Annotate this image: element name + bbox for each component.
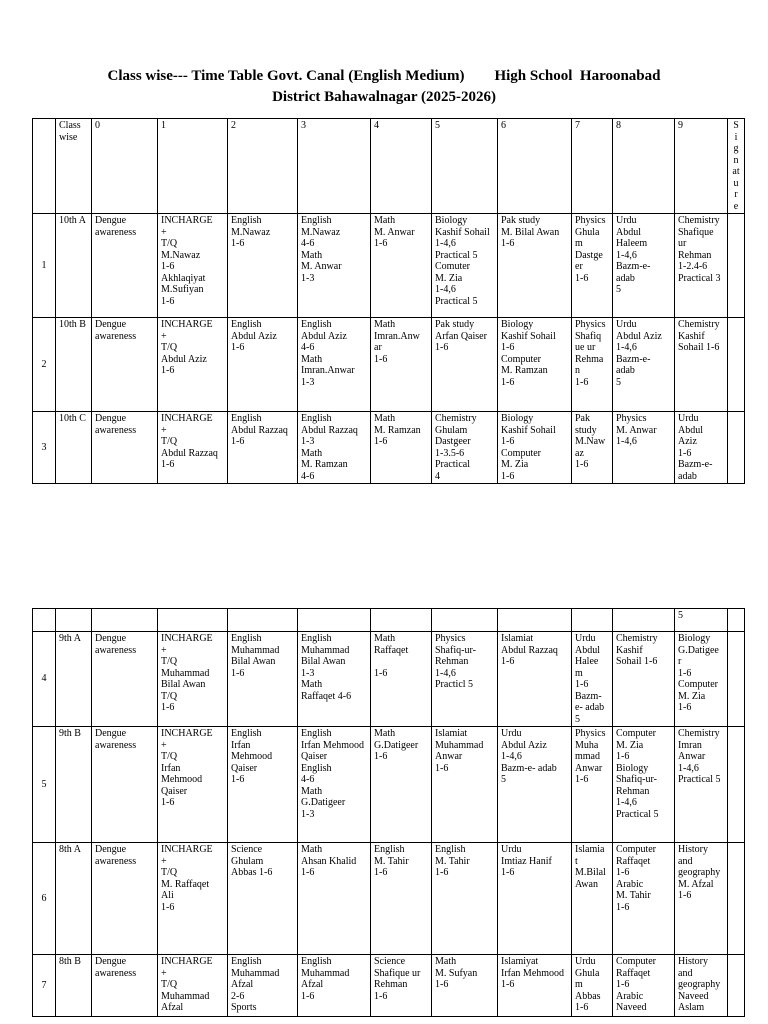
timetable-cell: English Abdul Razzaq 1-6 bbox=[228, 412, 298, 484]
timetable-cell: Chemistry Kashif Sohail 1-6 bbox=[675, 318, 728, 412]
class-name: 9th B bbox=[56, 727, 92, 843]
timetable-table-1 bbox=[32, 118, 745, 484]
period-header: 0 bbox=[92, 119, 158, 214]
timetable-cell: English M.Nawaz 1-6 bbox=[228, 214, 298, 318]
timetable-cell: Chemistry Shafique ur Rehman 1-2.4-6 Practical 3 bbox=[675, 214, 728, 318]
class-name: 9th A bbox=[56, 632, 92, 727]
row-number-header bbox=[33, 119, 56, 214]
table-row bbox=[33, 214, 745, 318]
class-name: 8th B bbox=[56, 955, 92, 1017]
signature-cell bbox=[728, 955, 745, 1017]
row-number: 7 bbox=[33, 955, 56, 1017]
timetable-cell: Urdu Abdul Haleem 1-4,6 Bazm-e- adab 5 bbox=[613, 214, 675, 318]
class-header: Class wise bbox=[56, 119, 92, 214]
timetable-cell: Pak study M. Bilal Awan 1-6 bbox=[498, 214, 572, 318]
timetable-cell: Computer M. Zia 1-6 Biology Shafiq-ur- Rehman 1-4,6 Practical 5 bbox=[613, 727, 675, 843]
timetable-cell: Dengue awareness bbox=[92, 632, 158, 727]
table-cell: 5 bbox=[675, 609, 728, 632]
signature-cell bbox=[728, 632, 745, 727]
timetable-cell: INCHARGE + T/Q Abdul Aziz 1-6 bbox=[158, 318, 228, 412]
timetable-cell: INCHARGE + T/Q Irfan Mehmood Qaiser 1-6 bbox=[158, 727, 228, 843]
continuation-row bbox=[33, 609, 745, 632]
class-name: 10th C bbox=[56, 412, 92, 484]
timetable-cell: Math M. Anwar 1-6 bbox=[371, 214, 432, 318]
timetable-cell: Chemistry Ghulam Dastgeer 1-3.5-6 Practical 4 bbox=[432, 412, 498, 484]
table-cell bbox=[498, 609, 572, 632]
timetable-cell: Math Imran.Anw ar 1-6 bbox=[371, 318, 432, 412]
class-name: 10th B bbox=[56, 318, 92, 412]
timetable-cell: Computer Raffaqet 1-6 Arabic M. Tahir 1-6 bbox=[613, 843, 675, 955]
timetable-cell: English Abdul Razzaq 1-3 Math M. Ramzan 4-6 bbox=[298, 412, 371, 484]
timetable-cell: English M.Nawaz 4-6 Math M. Anwar 1-3 bbox=[298, 214, 371, 318]
timetable-cell: Dengue awareness bbox=[92, 318, 158, 412]
table-row bbox=[33, 632, 745, 727]
timetable-cell: Urdu Imtiaz Hanif 1-6 bbox=[498, 843, 572, 955]
timetable-cell: Urdu Ghula m Abbas 1-6 bbox=[572, 955, 613, 1017]
timetable-cell: Physics M. Anwar 1-4,6 bbox=[613, 412, 675, 484]
timetable-cell: Dengue awareness bbox=[92, 955, 158, 1017]
timetable-cell: Urdu Abdul Aziz 1-4,6 Bazm-e- adab 5 bbox=[613, 318, 675, 412]
timetable-cell: Islamia t M.Bilal Awan bbox=[572, 843, 613, 955]
period-header: 6 bbox=[498, 119, 572, 214]
table-row bbox=[33, 318, 745, 412]
timetable-cell: English Muhammad Bilal Awan 1-6 bbox=[228, 632, 298, 727]
timetable-cell: INCHARGE + T/Q Abdul Razzaq 1-6 bbox=[158, 412, 228, 484]
timetable-cell: English Muhammad Afzal 1-6 bbox=[298, 955, 371, 1017]
period-header: 1 bbox=[158, 119, 228, 214]
period-header: 2 bbox=[228, 119, 298, 214]
timetable-cell: History and geography M. Afzal 1-6 bbox=[675, 843, 728, 955]
table-cell bbox=[56, 609, 92, 632]
table-row bbox=[33, 412, 745, 484]
timetable-cell: Urdu Abdul Halee m 1-6 Bazm- e- adab 5 bbox=[572, 632, 613, 727]
signature-header: S i g n at u r e bbox=[728, 119, 745, 214]
timetable-cell: Physics Shafiq ue ur Rehma n 1-6 bbox=[572, 318, 613, 412]
timetable-cell: Math M. Sufyan 1-6 bbox=[432, 955, 498, 1017]
signature-cell bbox=[728, 843, 745, 955]
timetable-cell: Math Raffaqet 1-6 bbox=[371, 632, 432, 727]
timetable-cell: Chemistry Kashif Sohail 1-6 bbox=[613, 632, 675, 727]
timetable-cell: English Abdul Aziz 4-6 Math Imran.Anwar 1-3 bbox=[298, 318, 371, 412]
timetable-cell: Science Ghulam Abbas 1-6 bbox=[228, 843, 298, 955]
timetable-cell: Islamiat Muhammad Anwar 1-6 bbox=[432, 727, 498, 843]
row-number: 3 bbox=[33, 412, 56, 484]
timetable-cell: English Muhammad Afzal 2-6 Sports bbox=[228, 955, 298, 1017]
table-cell bbox=[432, 609, 498, 632]
table-row bbox=[33, 727, 745, 843]
timetable-cell: English Abdul Aziz 1-6 bbox=[228, 318, 298, 412]
timetable-cell: Biology Kashif Sohail 1-6 Computer M. Ramzan 1-6 bbox=[498, 318, 572, 412]
table-row bbox=[33, 955, 745, 1017]
timetable-cell: Dengue awareness bbox=[92, 214, 158, 318]
timetable-cell: Science Shafique ur Rehman 1-6 bbox=[371, 955, 432, 1017]
period-header: 7 bbox=[572, 119, 613, 214]
timetable-cell: Dengue awareness bbox=[92, 412, 158, 484]
table-cell bbox=[298, 609, 371, 632]
header-row bbox=[33, 119, 745, 214]
timetable-cell: Islamiyat Irfan Mehmood 1-6 bbox=[498, 955, 572, 1017]
signature-cell bbox=[728, 412, 745, 484]
period-header: 3 bbox=[298, 119, 371, 214]
table-cell bbox=[33, 609, 56, 632]
period-header: 8 bbox=[613, 119, 675, 214]
timetable-cell: INCHARGE + T/Q Muhammad Bilal Awan T/Q 1-6 bbox=[158, 632, 228, 727]
table-row bbox=[33, 843, 745, 955]
row-number: 1 bbox=[33, 214, 56, 318]
timetable-cell: Urdu Abdul Aziz 1-6 Bazm-e- adab bbox=[675, 412, 728, 484]
row-number: 6 bbox=[33, 843, 56, 955]
class-name: 8th A bbox=[56, 843, 92, 955]
class-name: 10th A bbox=[56, 214, 92, 318]
timetable-cell: Math G.Datigeer 1-6 bbox=[371, 727, 432, 843]
timetable-cell: Computer Raffaqet 1-6 Arabic Naveed bbox=[613, 955, 675, 1017]
timetable-cell: Math M. Ramzan 1-6 bbox=[371, 412, 432, 484]
signature-cell bbox=[728, 318, 745, 412]
period-header: 9 bbox=[675, 119, 728, 214]
timetable-cell: English M. Tahir 1-6 bbox=[432, 843, 498, 955]
page-subtitle: District Bahawalnagar (2025-2026) bbox=[272, 89, 496, 105]
timetable-cell: Biology Kashif Sohail 1-6 Computer M. Zia 1-6 bbox=[498, 412, 572, 484]
table-cell bbox=[158, 609, 228, 632]
timetable-cell: Physics Muha mmad Anwar 1-6 bbox=[572, 727, 613, 843]
timetable-cell: English Muhammad Bilal Awan 1-3 Math Raffaqet 4-6 bbox=[298, 632, 371, 727]
timetable-cell: Physics Ghula m Dastge er 1-6 bbox=[572, 214, 613, 318]
timetable-cell: Pak study Arfan Qaiser 1-6 bbox=[432, 318, 498, 412]
timetable-cell: Pak study M.Naw az 1-6 bbox=[572, 412, 613, 484]
table-cell bbox=[92, 609, 158, 632]
row-number: 4 bbox=[33, 632, 56, 727]
row-number: 2 bbox=[33, 318, 56, 412]
timetable-table-2 bbox=[32, 608, 745, 1017]
table-cell bbox=[371, 609, 432, 632]
signature-cell bbox=[728, 214, 745, 318]
timetable-cell: Dengue awareness bbox=[92, 727, 158, 843]
table-cell bbox=[572, 609, 613, 632]
timetable-cell: Urdu Abdul Aziz 1-4,6 Bazm-e- adab 5 bbox=[498, 727, 572, 843]
table-cell bbox=[728, 609, 745, 632]
timetable-cell: INCHARGE + T/Q M. Raffaqet Ali 1-6 bbox=[158, 843, 228, 955]
timetable-cell: English Irfan Mehmood Qaiser English 4-6 Math G.Datigeer 1-3 bbox=[298, 727, 371, 843]
table-cell bbox=[613, 609, 675, 632]
timetable-cell: English M. Tahir 1-6 bbox=[371, 843, 432, 955]
row-number: 5 bbox=[33, 727, 56, 843]
timetable-cell: Math Ahsan Khalid 1-6 bbox=[298, 843, 371, 955]
timetable-cell: History and geography Naveed Aslam bbox=[675, 955, 728, 1017]
page-title: Class wise--- Time Table Govt. Canal (English Medium) High School Haroonabad bbox=[107, 68, 661, 84]
timetable-cell: Biology G.Datigee r 1-6 Computer M. Zia 1-6 bbox=[675, 632, 728, 727]
timetable-cell: Biology Kashif Sohail 1-4,6 Practical 5 Comuter M. Zia 1-4,6 Practical 5 bbox=[432, 214, 498, 318]
period-header: 4 bbox=[371, 119, 432, 214]
timetable-cell: Physics Shafiq-ur- Rehman 1-4,6 Practicl 5 bbox=[432, 632, 498, 727]
table-cell bbox=[228, 609, 298, 632]
signature-cell bbox=[728, 727, 745, 843]
timetable-cell: Dengue awareness bbox=[92, 843, 158, 955]
timetable-cell: Chemistry Imran Anwar 1-4,6 Practical 5 bbox=[675, 727, 728, 843]
period-header: 5 bbox=[432, 119, 498, 214]
timetable-cell: INCHARGE + T/Q M.Nawaz 1-6 Akhlaqiyat M.Sufiyan 1-6 bbox=[158, 214, 228, 318]
timetable-cell: INCHARGE + T/Q Muhammad Afzal bbox=[158, 955, 228, 1017]
timetable-cell: Islamiat Abdul Razzaq 1-6 bbox=[498, 632, 572, 727]
timetable-cell: English Irfan Mehmood Qaiser 1-6 bbox=[228, 727, 298, 843]
